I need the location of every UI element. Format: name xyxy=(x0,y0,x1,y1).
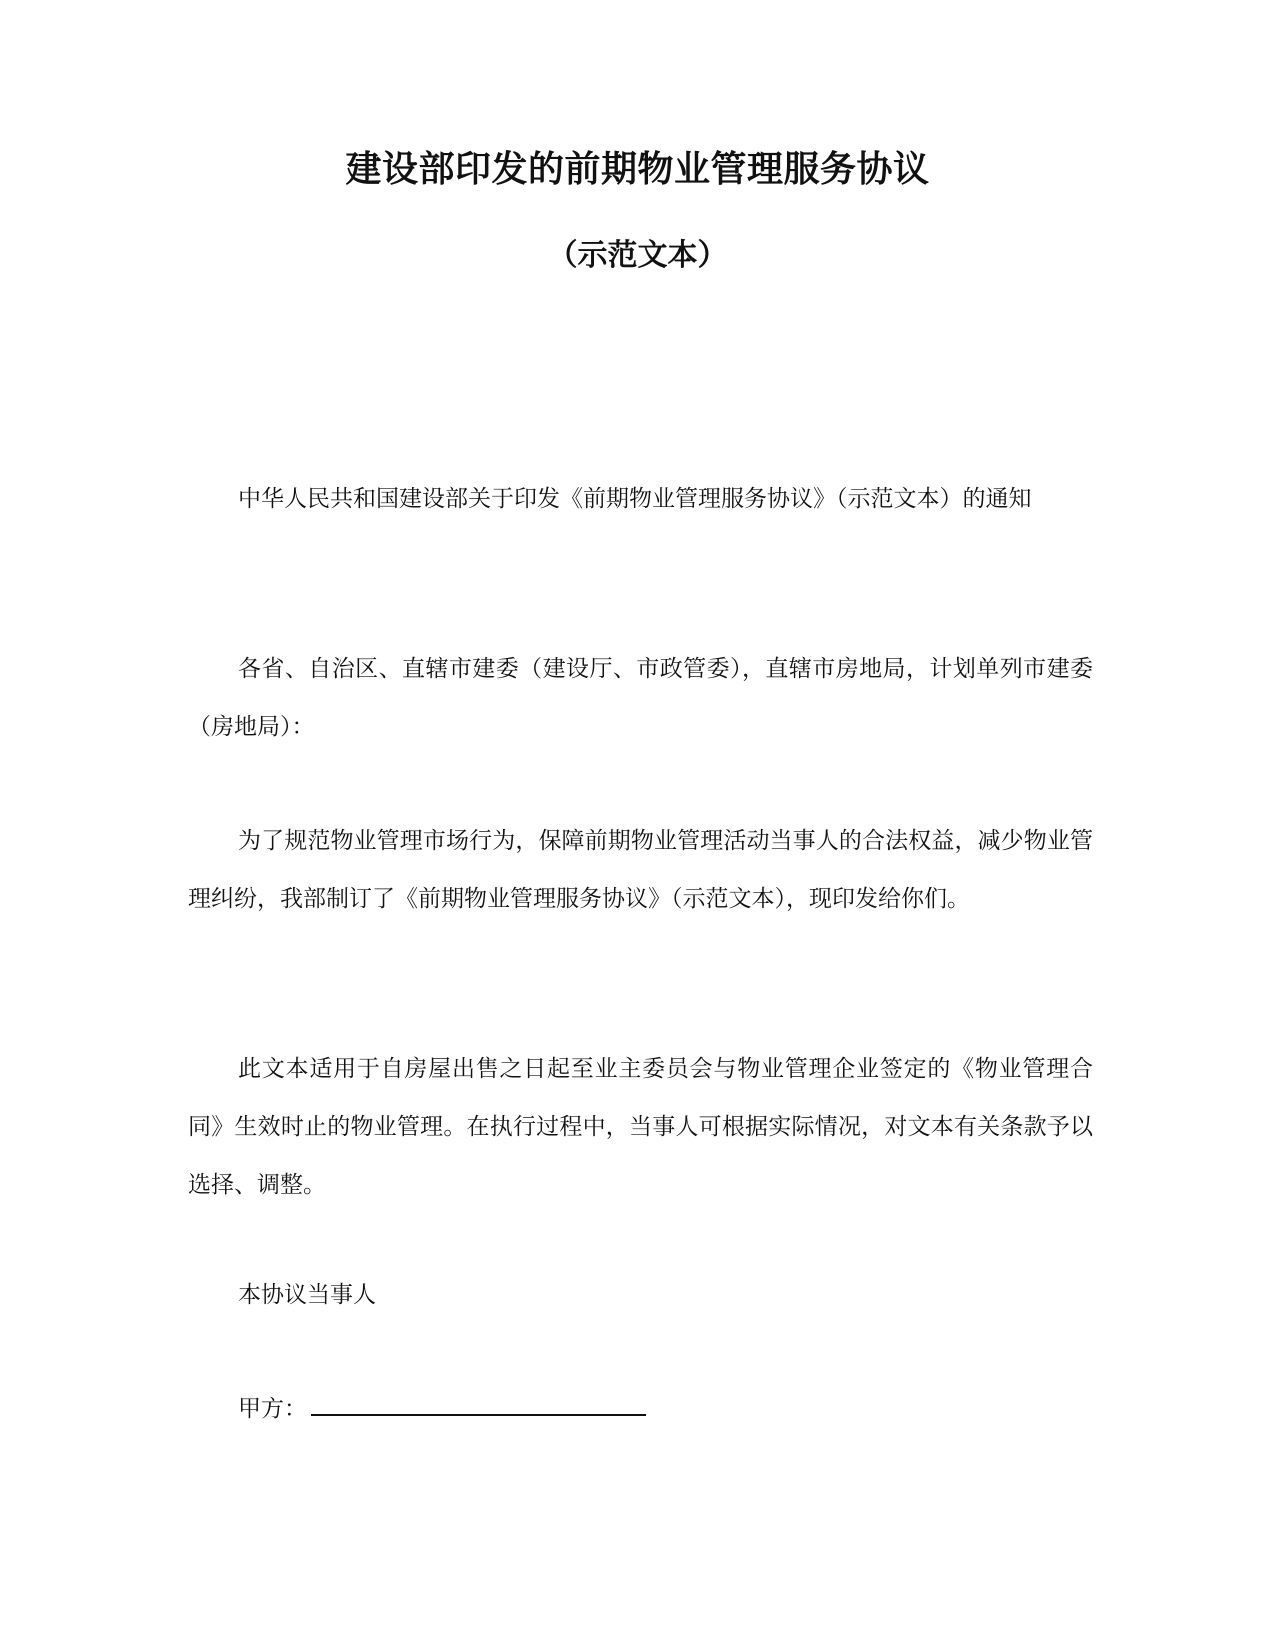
party-a-line xyxy=(238,1380,646,1438)
party-a-blank-field xyxy=(311,1388,646,1416)
document-subtitle: （示范文本） xyxy=(547,238,728,273)
parties-heading: 本协议当事人 xyxy=(238,1282,376,1308)
purpose-paragraph: 为了规范物业管理市场行为，保障前期物业管理活动当事人的合法权益，减少物业管理纠纷，我部制订了《前期物业管理服务协议》（示范文本），现印发给你们。 xyxy=(188,828,1093,912)
document-title: 建设部印发的前期物业管理服务协议 xyxy=(345,149,930,190)
scope-paragraph: 此文本适用于自房屋出售之日起至业主委员会与物业管理企业签定的《物业管理合同》生效时止的物业管理。在执行过程中，当事人可根据实际情况，对文本有关条款予以选择、调整。 xyxy=(188,1056,1093,1198)
notice-heading-paragraph: 中华人民共和国建设部关于印发《前期物业管理服务协议》（示范文本）的通知 xyxy=(238,486,1032,512)
addressee-paragraph: 各省、自治区、直辖市建委（建设厅、市政管委），直辖市房地局，计划单列市建委（房地局）： xyxy=(188,656,1093,740)
party-a-label: 甲方： xyxy=(238,1396,307,1422)
